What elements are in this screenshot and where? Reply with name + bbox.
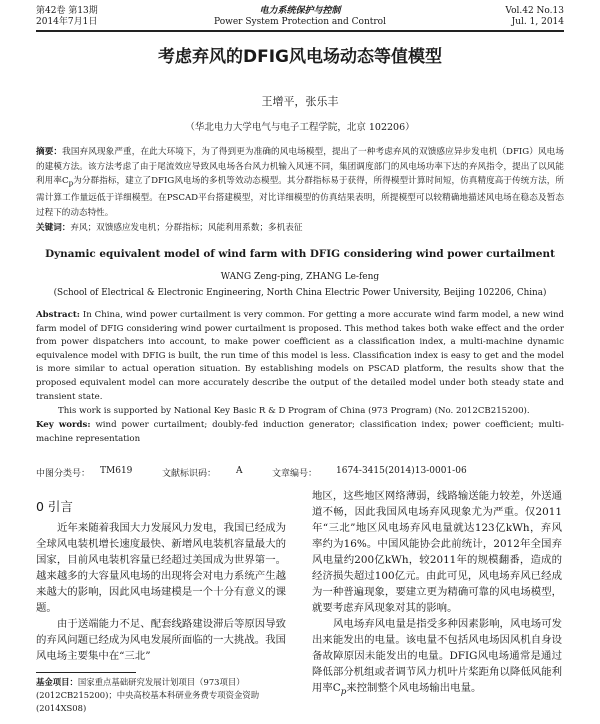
keywords-en-text: wind power curtailment; doubly-fed induction generator; classification index; power coefficient; multi-machine representation	[36, 420, 565, 444]
intro-paragraph-4-subscript: p	[340, 687, 347, 698]
abstract-cn	[36, 145, 564, 220]
footnote-rule	[36, 672, 136, 673]
affiliation-en: (School of Electrical & Electronic Engineering, North China Electric Power University, Beijing 102206, China)	[53, 288, 547, 298]
left-column	[36, 520, 286, 664]
keywords-cn-label: 关键词：	[36, 223, 71, 233]
header-date-en: Jul. 1, 2014	[511, 17, 564, 27]
section-title-introduction: 0 引言	[36, 499, 73, 514]
authors-en: WANG Zeng-ping, ZHANG Le-feng	[220, 272, 380, 282]
header-volume-en: Vol.42 No.13	[505, 6, 564, 16]
intro-paragraph-3: 地区，这些地区网络薄弱，线路输送能力较差，外送通道不畅，因此我国风电场弃风现象尤为严重。仅2011年“三北”地区风电场弃风电量就达123亿kWh，弃风率约为16%。中国风能协会此前统计，2012年全国弃风电量约200亿kWh，较2011年的规模翻番，造成的经济损失超过100亿元。由此可见，风电场弃风已经成为一种普遍现象，要建立更为精确可靠的风电场模型，就要考虑弃风现象对其的影响。	[312, 490, 562, 614]
footnote-text: 国家重点基础研究发展计划项目（973项目）(2012CB215200)；中央高校基本科研业务费专项资金资助(2014XS08)	[36, 677, 260, 713]
intro-paragraph-4	[312, 616, 562, 700]
keywords-en	[36, 419, 564, 446]
keywords-en-label: Key words:	[36, 420, 91, 430]
intro-paragraph-4-text-2: 来控制整个风电场输出电量。	[346, 682, 482, 694]
paper-title-en: Dynamic equivalent model of wind farm with DFIG considering wind power curtailment	[45, 248, 555, 260]
keywords-cn	[36, 222, 564, 234]
footnote-funding	[36, 676, 286, 715]
right-column	[312, 488, 562, 700]
abstract-en	[36, 309, 564, 404]
header-date-cn: 2014年7月1日	[36, 17, 98, 27]
header-journal-cn: 电力系统保护与控制	[259, 6, 341, 16]
intro-paragraph-2: 由于送端能力不足、配套线路建设滞后等原因导致的弃风问题已经成为风电发展所面临的一大挑战。我国风电场主要集中在“三北”	[36, 618, 286, 662]
clc-value: TM619	[100, 466, 133, 476]
abstract-en-text: In China, wind power curtailment is very common. For getting a more accurate wind farm model, a new wind farm model of DFIG considering wind power curtailment is proposed. This method takes both wake effect and the order from power dispatchers into account, to make power coefficient as a classification index, a multi-machine dynamic equivalence model with DFIG is built, the run time of this model is less. Classification index is easy to get and the model is more similar to actual operation situation. By establishing models on PSCAD platform, the results show that the proposed equivalent model can more accurately describe the output of the detailed model under both steady state and transient state.	[36, 310, 564, 402]
funding-en: This work is supported by National Key Basic R & D Program of China (973 Program) (No. 2012CB215200).	[58, 406, 530, 416]
article-no-label: 文章编号：	[272, 469, 318, 479]
header-rule	[36, 30, 564, 32]
paper-title-cn: 考虑弃风的DFIG风电场动态等值模型	[157, 47, 442, 67]
abstract-cn-text: 我国弃风现象严重，在此大环境下，为了得到更为准确的风电场模型，提出了一种考虑弃风的双馈感应异步发电机（DFIG）风电场的建模方法。该方法考虑了由于尾流效应导致风电场各台风力机输入风速不同，集团调度部门的风电场功率下达的弃风指令，提出了以风能利用率C	[36, 147, 564, 186]
abstract-cn-label: 摘要：	[36, 147, 63, 157]
keywords-cn-text: 弃风；双馈感应发电机；分群指标；风能利用系数；多机表征	[70, 223, 303, 233]
doc-code-label: 文献标识码：	[162, 469, 217, 479]
abstract-en-label: Abstract:	[36, 310, 80, 320]
footnote-label: 基金项目：	[36, 677, 78, 687]
header-volume-cn: 第42卷 第13期	[36, 6, 98, 16]
intro-paragraph-1: 近年来随着我国大力发展风力发电，我国已经成为全球风电装机增长速度最快、新增风电装机容量最大的国家，目前风电装机容量已经超过美国成为世界第一。越来越多的大容量风电场的出现将会对电力系统产生越来越大的影响，因此风电场建模是一个十分有意义的课题。	[36, 522, 286, 614]
abstract-cn-subscript: p	[68, 178, 74, 188]
doc-code-value: A	[236, 466, 243, 476]
header-journal-en: Power System Protection and Control	[214, 17, 386, 27]
abstract-cn-text-2: 为分群指标，建立了DFIG风电场的多机等效动态模型。其分群指标易于获得，所得模型计算时间短，仿真精度高于传统方法，所需计算工作量远低于详细模型。在PSCAD平台搭建模型，对比详细模型的仿真结果表明，所提模型可以较精确地描述风电场在稳态及暂态过程下的动态特性。	[36, 176, 564, 218]
clc-label: 中图分类号：	[36, 469, 91, 479]
article-no-value: 1674-3415(2014)13-0001-06	[336, 466, 467, 476]
affiliation-cn: （华北电力大学电气与电子工程学院，北京 102206）	[185, 122, 415, 133]
authors-cn: 王增平，张乐丰	[261, 95, 339, 108]
intro-paragraph-4-text: 风电场弃风电量是指受多种因素影响，风电场可发出来能发出的电量。该电量不包括风电场因风机自身设备故障原因未能发出的电量。DFIG风电场通常是通过降低部分机组或者调节风力机叶片桨距角以降低风能利用率C	[312, 618, 562, 694]
